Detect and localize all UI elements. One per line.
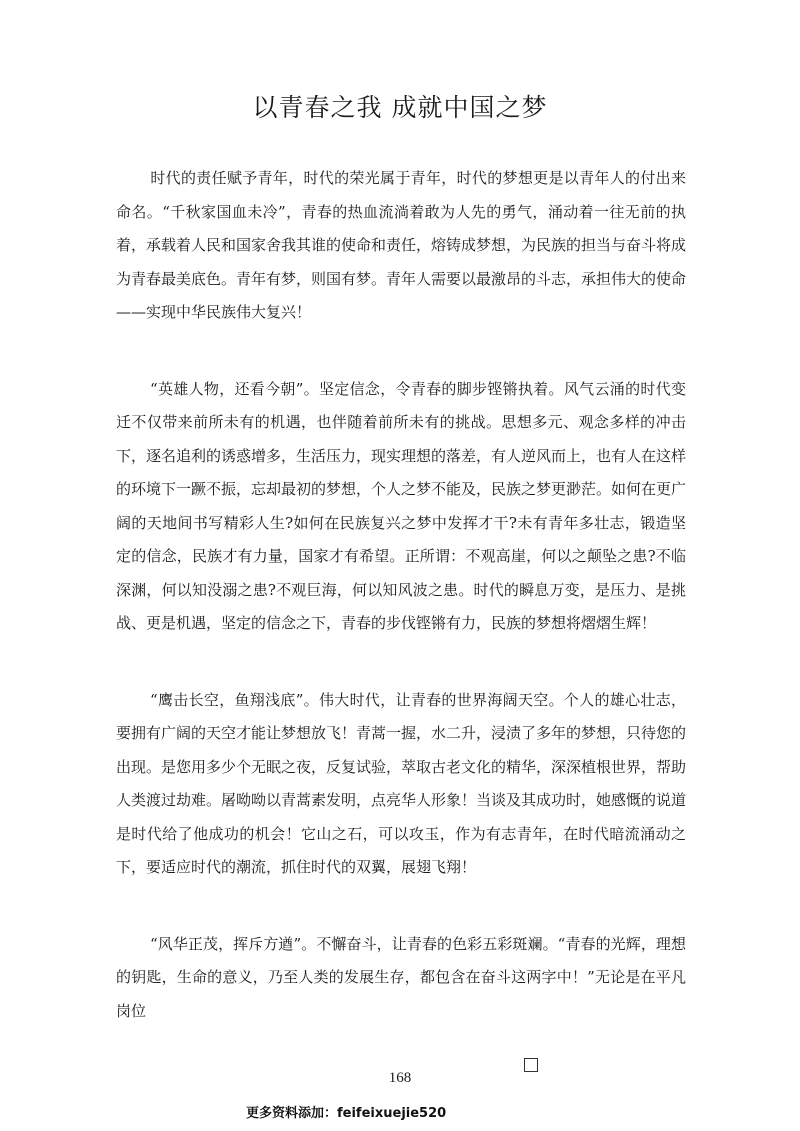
document-body <box>116 162 686 1071</box>
paragraph-4 <box>116 928 686 1029</box>
page-title: 以青春之我 成就中国之梦 <box>252 93 548 122</box>
paragraph-3-text: “鹰击长空，鱼翔浅底”。伟大时代，让青春的世界海阔天空。个人的雄心壮志，要拥有广阔的天空才能让梦想放飞！青蒿一握，水二升，浸渍了多年的梦想，只待您的出现。是您用多少个无眠之夜，反复试验，萃取古老文化的精华，深深植根世界，帮助人类渡过劫难。屠呦呦以青蒿素发明，点亮华人形象！当谈及其成功时，她感慨的说道是时代给了他成功的机会！它山之石，可以攻玉，作为有志青年，在时代暗流涌动之下，要适应时代的潮流，抓住时代的双翼，展翅飞翔！ <box>116 690 687 876</box>
paragraph-4-text: “风华正茂，挥斥方遒”。不懈奋斗，让青春的色彩五彩斑斓。“青春的光辉，理想的钥匙，生命的意义，乃至人类的发展生存，都包含在奋斗这两字中！”无论是在平凡岗位 <box>116 934 686 1020</box>
paragraph-3 <box>116 684 686 885</box>
paragraph-1-text: 时代的责任赋予青年，时代的荣光属于青年，时代的梦想更是以青年人的付出来命名。“千秋家国血未冷”，青春的热血流淌着敢为人先的勇气，涌动着一往无前的执着，承载着人民和国家舍我其谁的使命和责任，熔铸成梦想，为民族的担当与奋斗将成为青春最美底色。青年有梦，则国有梦。青年人需要以最激昂的斗志，承担伟大的使命——实现中华民族伟大复兴！ <box>116 169 687 321</box>
paragraph-2 <box>116 373 686 641</box>
footer-note: 更多资料添加：feifeixuejie520 <box>246 1106 447 1121</box>
page-number: 168 <box>388 1070 412 1086</box>
paragraph-1 <box>116 162 686 330</box>
paragraph-2-text: “英雄人物，还看今朝”。坚定信念，令青春的脚步铿锵执着。风气云涌的时代变迁不仅带来前所未有的机遇，也伴随着前所未有的挑战。思想多元、观念多样的冲击下，逐名追利的诱惑增多，生活压力，现实理想的落差，有人逆风而上，也有人在这样的环境下一蹶不振，忘却最初的梦想，个人之梦不能及，民族之梦更渺茫。如何在更广阔的天地间书写精彩人生?如何在民族复兴之梦中发挥才干?未有青年多壮志，锻造坚定的信念，民族才有力量，国家才有希望。正所谓：不观高崖，何以之颠坠之患?不临深渊，何以知没溺之患?不观巨海，何以知风波之患。时代的瞬息万变，是压力、是挑战、更是机遇，坚定的信念之下，青春的步伐铿锵有力，民族的梦想将熠熠生辉！ <box>116 379 687 632</box>
checkbox[interactable] <box>524 1058 538 1072</box>
